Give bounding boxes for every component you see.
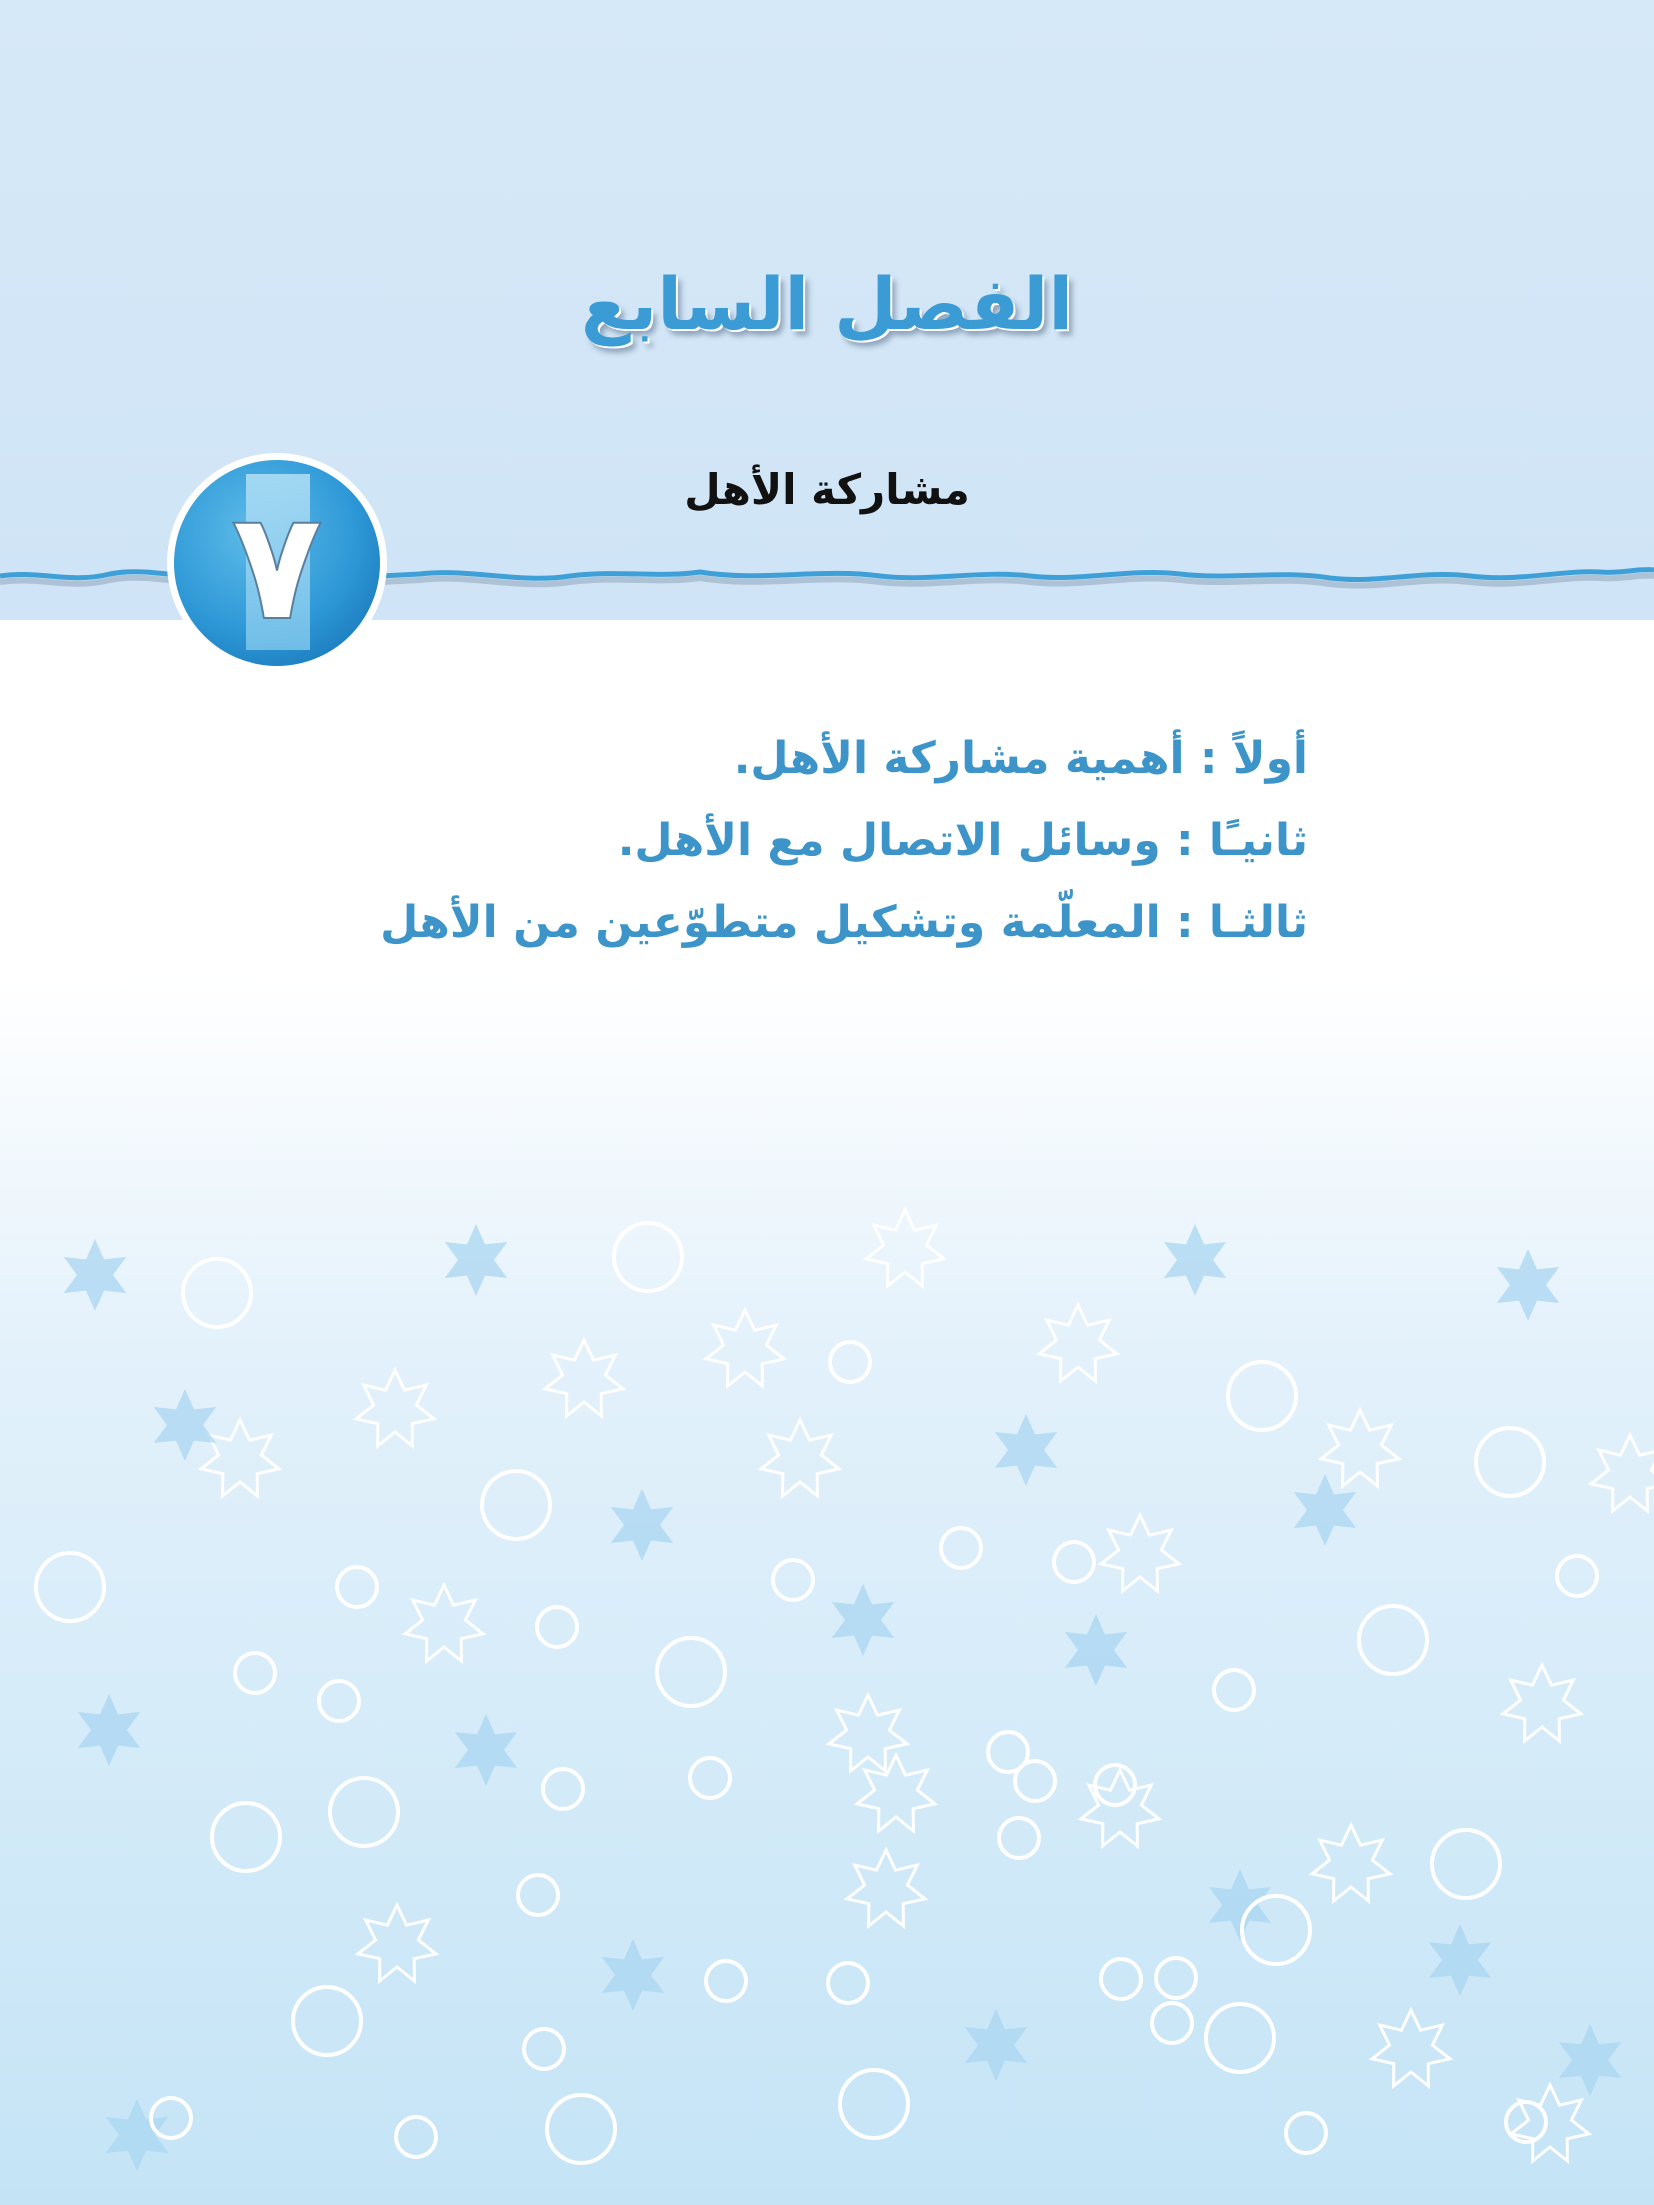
ring-icon — [293, 1987, 361, 2055]
star-filled-icon — [1429, 1924, 1491, 1996]
ring-icon — [1476, 1428, 1544, 1496]
star-filled-icon — [64, 1239, 126, 1311]
ring-icon — [690, 1758, 730, 1798]
star-filled-icon — [1497, 1249, 1559, 1321]
ring-icon — [840, 2070, 908, 2138]
star-outline-icon — [356, 1370, 434, 1446]
star-outline-icon — [761, 1420, 839, 1496]
ring-icon — [337, 1567, 377, 1607]
ring-icon — [773, 1560, 813, 1600]
ring-icon — [828, 1963, 868, 2003]
star-outline-icon — [545, 1340, 623, 1416]
ring-icon — [1432, 1830, 1500, 1898]
ring-icon — [1214, 1670, 1254, 1710]
ring-icon — [1156, 1958, 1196, 1998]
star-filled-icon — [455, 1714, 517, 1786]
chapter-number-badge — [164, 450, 390, 676]
star-outline-icon — [1321, 1410, 1399, 1486]
ring-icon — [1095, 1765, 1135, 1805]
toc-item-third: ثالثـا : المعلّمة وتشكيل متطوّعين من الأهل — [380, 897, 1308, 948]
ring-icon — [1015, 1761, 1055, 1801]
ring-icon — [212, 1803, 280, 1871]
ring-icon — [999, 1818, 1039, 1858]
star-filled-icon — [1559, 2024, 1621, 2096]
chapter-contents-list — [308, 718, 1308, 964]
ring-icon — [482, 1471, 550, 1539]
star-outline-icon — [1372, 2010, 1450, 2086]
star-outline-icon — [1503, 1665, 1581, 1741]
decorative-stars-and-rings — [0, 1180, 1654, 2205]
star-outline-icon — [847, 1850, 925, 1926]
ring-icon — [330, 1778, 398, 1846]
ring-icon — [1242, 1896, 1310, 1964]
ring-icon — [614, 1223, 682, 1291]
ring-icon — [537, 1607, 577, 1647]
star-outline-icon — [201, 1420, 279, 1496]
star-filled-icon — [832, 1584, 894, 1656]
ring-icon — [547, 2095, 615, 2163]
ring-icon — [1228, 1362, 1296, 1430]
ring-icon — [830, 1342, 870, 1382]
star-filled-icon — [1209, 1869, 1271, 1941]
star-outline-icon — [1039, 1305, 1117, 1381]
chapter-number: ٧ — [231, 480, 323, 654]
ring-icon — [941, 1528, 981, 1568]
star-filled-icon — [1164, 1224, 1226, 1296]
star-outline-icon — [706, 1310, 784, 1386]
star-filled-icon — [78, 1694, 140, 1766]
star-filled-icon — [1294, 1474, 1356, 1546]
star-filled-icon — [602, 1939, 664, 2011]
ring-icon — [36, 1553, 104, 1621]
star-filled-icon — [995, 1414, 1057, 1486]
toc-item-second: ثانيـًا : وسائل الاتصال مع الأهل. — [617, 815, 1308, 866]
star-outline-icon — [1101, 1515, 1179, 1591]
star-filled-icon — [965, 2009, 1027, 2081]
ring-icon — [319, 1681, 359, 1721]
ring-icon — [235, 1653, 275, 1693]
star-filled-icon — [1065, 1614, 1127, 1686]
ring-icon — [183, 1259, 251, 1327]
ring-icon — [1286, 2113, 1326, 2153]
ring-icon — [524, 2029, 564, 2069]
star-outline-icon — [1081, 1770, 1159, 1846]
ring-icon — [1101, 1959, 1141, 1999]
star-outline-icon — [1511, 2085, 1589, 2161]
toc-item-first: أولاً : أهمية مشاركة الأهل. — [733, 733, 1308, 784]
ring-icon — [543, 1769, 583, 1809]
ring-icon — [518, 1875, 558, 1915]
star-outline-icon — [405, 1585, 483, 1661]
star-filled-icon — [154, 1389, 216, 1461]
star-outline-icon — [866, 1210, 944, 1286]
chapter-title: الفصل السابع — [580, 262, 1074, 346]
ring-icon — [657, 1638, 725, 1706]
star-outline-icon — [1312, 1825, 1390, 1901]
ring-icon — [396, 2117, 436, 2157]
chapter-subtitle: مشاركة الأهل — [684, 465, 970, 514]
star-filled-icon — [611, 1489, 673, 1561]
star-outline-icon — [857, 1755, 935, 1831]
ring-icon — [1152, 2003, 1192, 2043]
star-filled-icon — [445, 1224, 507, 1296]
ring-icon — [151, 2098, 191, 2138]
star-outline-icon — [358, 1905, 436, 1981]
ring-icon — [1359, 1606, 1427, 1674]
ring-icon — [1206, 2004, 1274, 2072]
ring-icon — [1054, 1542, 1094, 1582]
star-outline-icon — [1591, 1435, 1654, 1511]
ring-icon — [706, 1961, 746, 2001]
ring-icon — [1557, 1556, 1597, 1596]
